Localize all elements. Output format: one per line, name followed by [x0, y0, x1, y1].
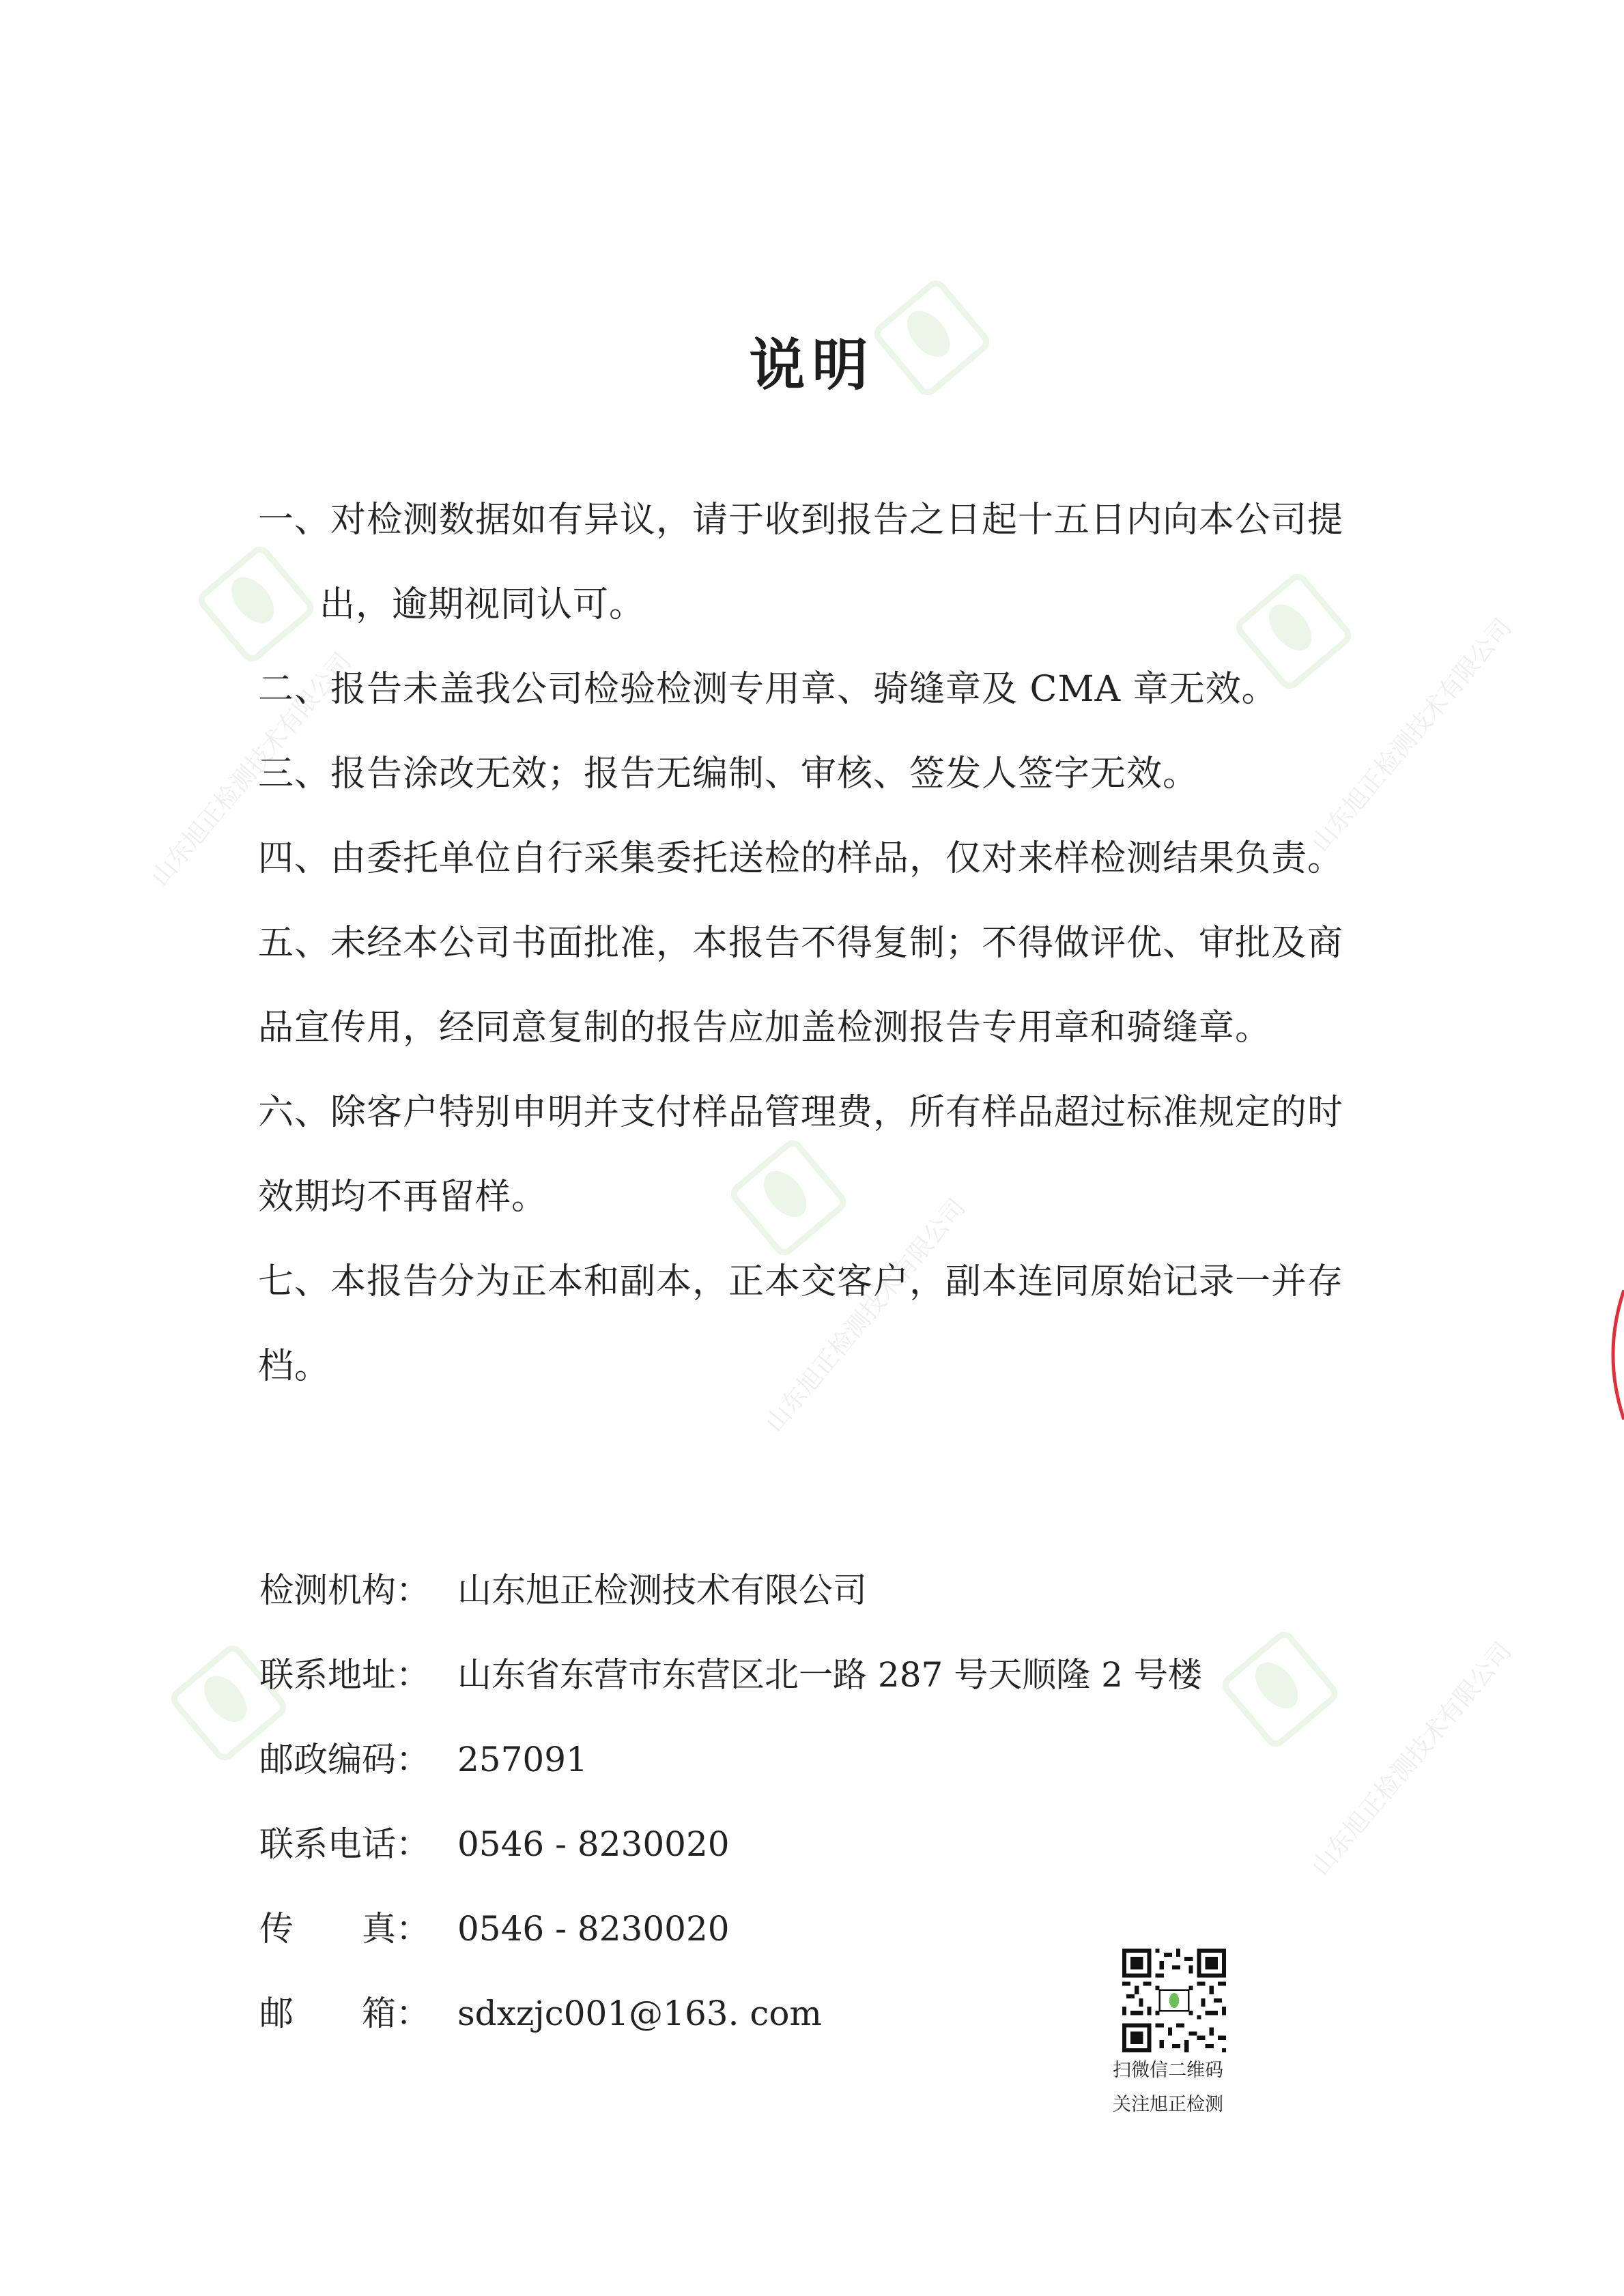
- qr-caption-line2: 关注旭正检测: [1113, 2094, 1223, 2115]
- contact-row-email: [259, 1971, 1215, 2056]
- email-value: sdxzjc001@163. com: [457, 1994, 822, 2033]
- note-text: 四、由委托单位自行采集委托送检的样品，仅对来样检测结果负责。: [258, 838, 1344, 879]
- contact-label: 检测机构：: [259, 1570, 430, 1610]
- watermark-text: 山东旭正检测技术有限公司: [145, 647, 357, 892]
- note-text: 七、本报告分为正本和副本，正本交客户，副本连同原始记录一并存档。: [258, 1261, 1344, 1387]
- address-value: 山东省东营市东营区北一路 287 号天顺隆 2 号楼: [457, 1655, 1202, 1695]
- postcode-value: 257091: [457, 1740, 588, 1779]
- note-item: [258, 478, 1405, 647]
- note-text: 三、报告涂改无效；报告无编制、审核、签发人签字无效。: [258, 754, 1199, 794]
- note-item: [258, 647, 1405, 732]
- contact-info: [259, 1548, 1215, 2056]
- contact-row-phone: [259, 1802, 1215, 1886]
- contact-label: 邮政编码：: [259, 1740, 430, 1779]
- contact-row-fax: [259, 1886, 1215, 1971]
- note-item: [258, 1239, 1405, 1409]
- note-text: 一、对检测数据如有异议，请于收到报告之日起十五日内向本公司提: [258, 500, 1344, 541]
- watermark-logo-icon: [1208, 1617, 1352, 1761]
- watermark-text: 山东旭正检测技术有限公司: [760, 1193, 971, 1438]
- watermark-text: 山东旭正检测技术有限公司: [1306, 613, 1518, 858]
- contact-label: 联系地址：: [259, 1655, 430, 1695]
- qr-code-icon: [1122, 1949, 1226, 2052]
- phone-value: 0546 - 8230020: [457, 1824, 730, 1864]
- note-item: [258, 1070, 1405, 1239]
- note-text: 六、除客户特别申明并支付样品管理费，所有样品超过标准规定的时: [258, 1092, 1344, 1133]
- notes-list: [258, 478, 1405, 1409]
- contact-label: 邮 箱：: [259, 1994, 430, 2033]
- note-text: 二、报告未盖我公司检验检测专用章、骑缝章及 CMA 章无效。: [258, 669, 1278, 710]
- qr-caption-line1: 扫微信二维码: [1113, 2060, 1223, 2081]
- contact-row-address: [259, 1633, 1215, 1717]
- contact-row-organization: [259, 1548, 1215, 1633]
- note-continuation: 品宣传用，经同意复制的报告应加盖检测报告专用章和骑缝章。: [258, 1007, 1272, 1048]
- qr-block: [1113, 1949, 1249, 2121]
- fax-value: 0546 - 8230020: [457, 1909, 730, 1949]
- page-title: 说明: [749, 332, 875, 398]
- organization-name: 山东旭正检测技术有限公司: [457, 1570, 867, 1610]
- contact-label: 传 真：: [259, 1909, 430, 1949]
- watermark-text: 山东旭正检测技术有限公司: [1306, 1637, 1518, 1882]
- note-item: [258, 901, 1405, 1070]
- note-continuation: 出，逾期视同认可。: [319, 584, 646, 625]
- note-text: 五、未经本公司书面批准，本报告不得复制；不得做评优、审批及商: [258, 923, 1344, 964]
- contact-row-postcode: [259, 1717, 1215, 1802]
- seal-stamp-edge-icon: [1599, 1290, 1624, 1420]
- note-item: [258, 816, 1405, 901]
- contact-label: 联系电话：: [259, 1824, 430, 1864]
- note-continuation: 效期均不再留样。: [258, 1177, 548, 1218]
- note-item: [258, 732, 1405, 816]
